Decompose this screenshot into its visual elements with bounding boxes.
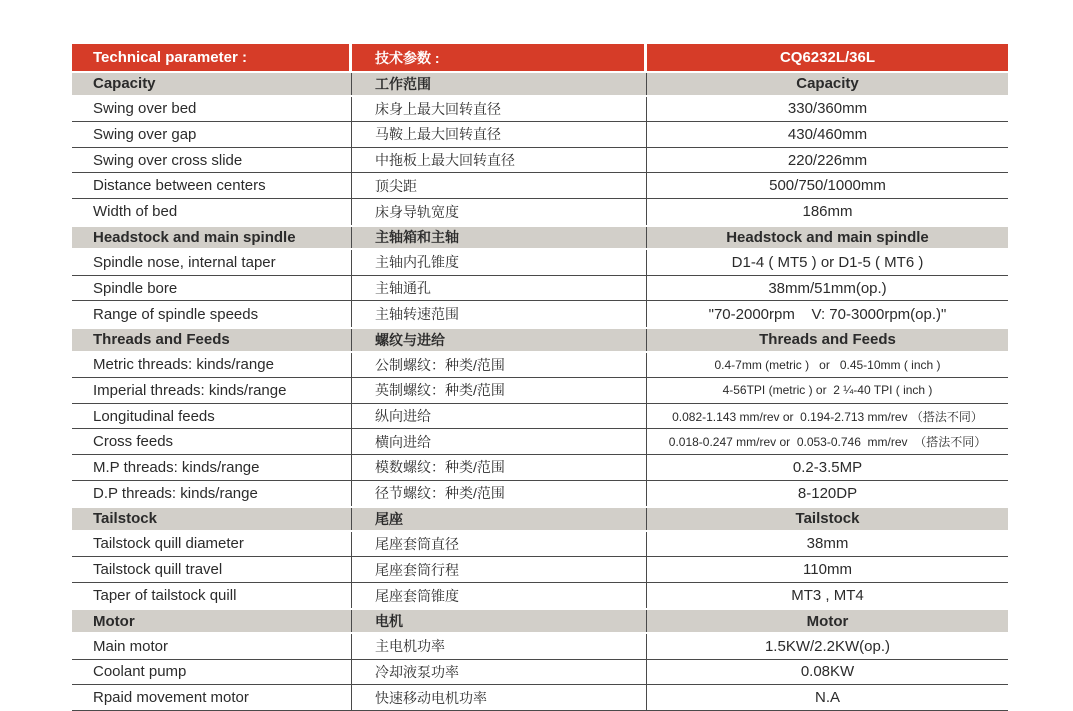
param-en-cell: Distance between centers — [72, 173, 352, 198]
param-en-cell: Motor — [72, 610, 352, 632]
table-row — [72, 455, 1008, 481]
param-zh-cell: 公制螺纹：种类/范围 — [352, 353, 647, 378]
param-zh-cell: 英制螺纹：种类/范围 — [352, 378, 647, 403]
param-zh-cell: 快速移动电机功率 — [352, 685, 647, 710]
table-row — [72, 685, 1008, 711]
value-cell: 330/360mm — [787, 100, 868, 118]
table-row — [72, 429, 1008, 455]
param-zh-cell: 尾座 — [352, 508, 647, 530]
table-row — [72, 583, 1008, 609]
value-cell: Threads and Feeds — [759, 331, 896, 349]
value-cell: MT3 , MT4 — [791, 587, 864, 605]
param-en-cell: Range of spindle speeds — [72, 301, 352, 327]
param-en-cell: Imperial threads: kinds/range — [72, 378, 352, 403]
section-row — [72, 71, 1008, 97]
table-row — [72, 557, 1008, 583]
table-row — [72, 276, 1008, 302]
value-cell: D1-4 ( MT5 ) or D1-5 ( MT6 ) — [731, 253, 924, 271]
table-row — [72, 122, 1008, 148]
value-cell: 500/750/1000mm — [769, 177, 886, 195]
value-cell: 0.08KW — [800, 663, 855, 681]
param-zh-cell: 床身上最大回转直径 — [352, 97, 647, 122]
param-zh-cell: 主轴箱和主轴 — [352, 227, 647, 249]
table-body — [72, 71, 1008, 711]
param-zh-cell: 纵向进给 — [352, 404, 647, 429]
param-en-cell: M.P threads: kinds/range — [72, 455, 352, 480]
param-zh-cell: 径节螺纹：种类/范围 — [352, 481, 647, 507]
param-zh-cell: 冷却液泵功率 — [352, 660, 647, 685]
table-row — [72, 148, 1008, 174]
param-zh-cell: 床身导轨宽度 — [352, 199, 647, 225]
param-zh-cell: 顶尖距 — [352, 173, 647, 198]
header-model-label: CQ6232L/36L — [779, 49, 876, 66]
value-cell: 0.2-3.5MP — [792, 458, 863, 476]
table-row — [72, 634, 1008, 660]
param-en-cell: Headstock and main spindle — [72, 227, 352, 249]
section-row — [72, 506, 1008, 532]
param-en-cell: Main motor — [72, 634, 352, 659]
table-row — [72, 404, 1008, 430]
param-zh-cell: 马鞍上最大回转直径 — [352, 122, 647, 147]
param-en-cell: Longitudinal feeds — [72, 404, 352, 429]
value-cell: 0.018-0.247 mm/rev or 0.053-0.746 mm/rev （搭法不同） — [668, 435, 987, 450]
value-cell: 0.082-1.143 mm/rev or 0.194-2.713 mm/rev （搭法不同） — [672, 409, 983, 424]
value-cell: Tailstock — [795, 510, 860, 528]
param-en-cell: Taper of tailstock quill — [72, 583, 352, 609]
param-en-cell: Coolant pump — [72, 660, 352, 685]
section-row — [72, 225, 1008, 251]
param-en-cell: Rpaid movement motor — [72, 685, 352, 710]
param-en-cell: Spindle nose, internal taper — [72, 250, 352, 275]
param-en-cell: Width of bed — [72, 199, 352, 225]
header-technical-parameter-label: Technical parameter : — [72, 44, 352, 71]
value-cell: Headstock and main spindle — [726, 228, 929, 246]
table-row — [72, 660, 1008, 686]
table-header-row — [72, 44, 1008, 71]
table-row — [72, 301, 1008, 327]
value-cell: "70-2000rpm V: 70-3000rpm(op.)" — [708, 305, 947, 323]
param-zh-cell: 尾座套筒锥度 — [352, 583, 647, 609]
param-en-cell: Capacity — [72, 73, 352, 95]
param-zh-cell: 电机 — [352, 610, 647, 632]
param-zh-cell: 工作范围 — [352, 73, 647, 95]
section-row — [72, 327, 1008, 353]
param-zh-cell: 主轴转速范围 — [352, 301, 647, 327]
value-cell: 38mm — [806, 535, 849, 553]
param-en-cell: Cross feeds — [72, 429, 352, 454]
param-en-cell: Tailstock quill diameter — [72, 532, 352, 557]
param-en-cell: Tailstock quill travel — [72, 557, 352, 582]
table-row — [72, 173, 1008, 199]
param-zh-cell: 主电机功率 — [352, 634, 647, 659]
value-cell: 4-56TPI (metric ) or 2 ¼-40 TPI ( inch ) — [722, 383, 933, 398]
param-zh-cell: 模数螺纹：种类/范围 — [352, 455, 647, 480]
table-row — [72, 250, 1008, 276]
param-zh-cell: 主轴通孔 — [352, 276, 647, 301]
value-cell: 0.4-7mm (metric ) or 0.45-10mm ( inch ) — [714, 357, 941, 372]
table-row — [72, 199, 1008, 225]
param-en-cell: Threads and Feeds — [72, 329, 352, 351]
value-cell: Capacity — [796, 75, 859, 93]
value-cell: 8-120DP — [797, 484, 858, 502]
param-en-cell: Swing over gap — [72, 122, 352, 147]
param-en-cell: D.P threads: kinds/range — [72, 481, 352, 507]
value-cell: Motor — [806, 612, 849, 630]
param-zh-cell: 尾座套筒直径 — [352, 532, 647, 557]
value-cell: 186mm — [802, 203, 853, 221]
value-cell: 38mm/51mm(op.) — [768, 279, 887, 297]
value-cell: 110mm — [803, 561, 852, 579]
param-zh-cell: 横向进给 — [352, 429, 647, 454]
section-row — [72, 608, 1008, 634]
table-row — [72, 353, 1008, 379]
table-row — [72, 481, 1008, 507]
table-row — [72, 97, 1008, 123]
param-zh-cell: 尾座套筒行程 — [352, 557, 647, 582]
param-en-cell: Swing over cross slide — [72, 148, 352, 173]
technical-parameters-table — [72, 44, 1008, 711]
param-zh-cell: 中拖板上最大回转直径 — [352, 148, 647, 173]
param-en-cell: Swing over bed — [72, 97, 352, 122]
value-cell: N.A — [814, 689, 840, 707]
header-chinese-label: 技术参数 : — [352, 44, 647, 71]
value-cell: 220/226mm — [787, 151, 868, 169]
table-row — [72, 378, 1008, 404]
param-zh-cell: 螺纹与进给 — [352, 329, 647, 351]
value-cell: 1.5KW/2.2KW(op.) — [764, 637, 891, 655]
param-en-cell: Tailstock — [72, 508, 352, 530]
param-en-cell: Metric threads: kinds/range — [72, 353, 352, 378]
param-zh-cell: 主轴内孔锥度 — [352, 250, 647, 275]
param-en-cell: Spindle bore — [72, 276, 352, 301]
value-cell: 430/460mm — [787, 125, 868, 143]
table-row — [72, 532, 1008, 558]
